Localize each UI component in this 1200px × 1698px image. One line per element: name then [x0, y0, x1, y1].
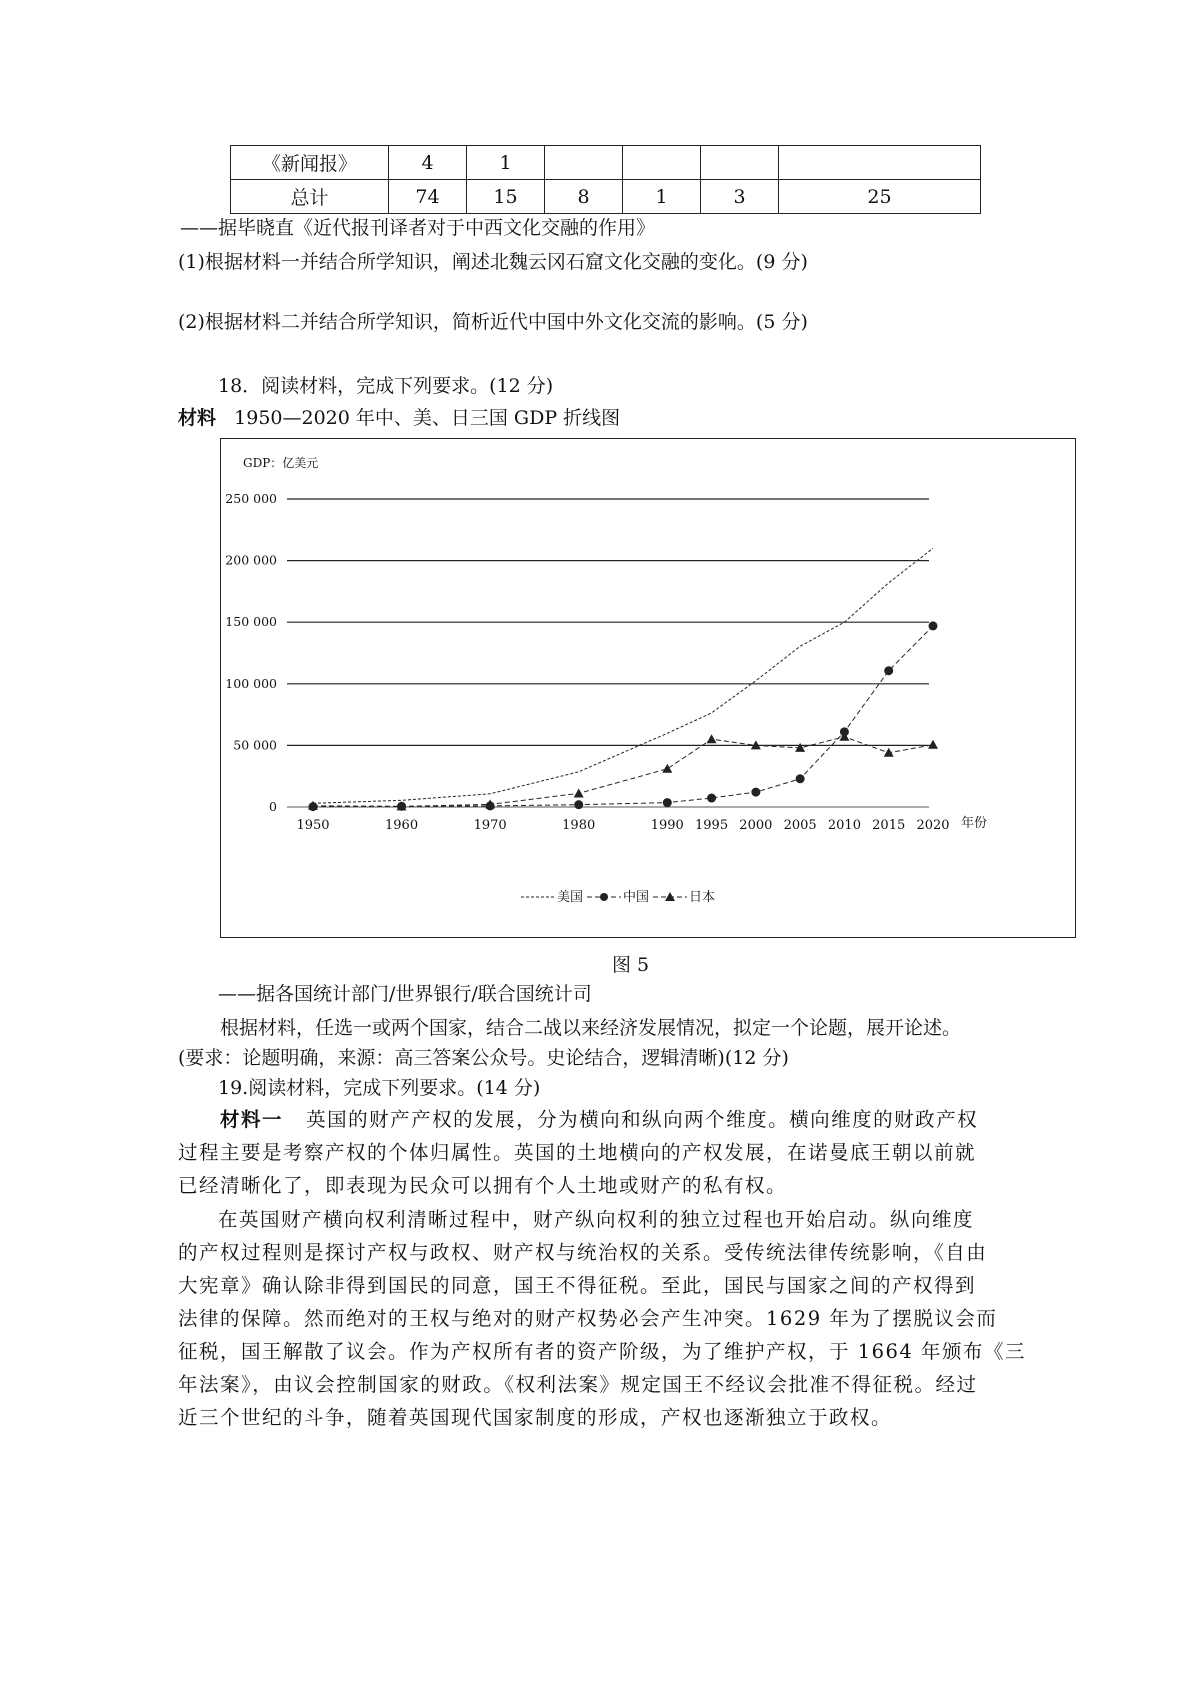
q19-para2-line7: 近三个世纪的斗争，随着英国现代国家制度的形成，产权也逐渐独立于政权。 — [178, 1406, 893, 1429]
q19-para1-line3: 已经清晰化了，即表现为民众可以拥有个人土地或财产的私有权。 — [178, 1174, 788, 1197]
data-point-日本 — [662, 764, 672, 773]
x-tick-label: 2005 — [783, 818, 817, 833]
x-tick-label: 1980 — [562, 818, 596, 833]
question-18-task: 根据材料，任选一或两个国家，结合二战以来经济发展情况，拟定一个论题，展开论述。 — [220, 1017, 962, 1039]
y-tick-label: 200 000 — [225, 552, 277, 568]
x-tick-label: 2020 — [916, 818, 950, 833]
y-tick-label: 100 000 — [225, 675, 277, 691]
data-point-日本 — [574, 788, 584, 797]
table-cell — [779, 146, 981, 180]
table-row — [231, 180, 981, 214]
material-label: 材料 — [178, 407, 217, 429]
table-cell: 1 — [623, 180, 701, 214]
legend-marker — [600, 893, 608, 901]
x-tick-label: 1970 — [473, 818, 507, 833]
text: 英国的财产产权的发展，分为横向和纵向两个维度。横向维度的财政产权 — [306, 1108, 979, 1131]
q19-para2-line1: 在英国财产横向权利清晰过程中，财产纵向权利的独立过程也开始启动。纵向维度 — [218, 1208, 975, 1231]
series-line-中国 — [313, 626, 933, 807]
legend-label: 美国 — [557, 890, 584, 905]
table-cell — [545, 146, 623, 180]
table-cell — [701, 146, 779, 180]
series-line-日本 — [313, 737, 933, 807]
x-tick-label: 1995 — [695, 818, 729, 833]
question-19-heading: 19.阅读材料，完成下列要求。(14 分) — [218, 1077, 541, 1099]
q19-para2-line2: 的产权过程则是探讨产权与政权、财产权与统治权的关系。受传统法律传统影响，《自由 — [178, 1241, 988, 1264]
y-tick-label: 150 000 — [225, 614, 277, 630]
y-tick-label: 0 — [269, 799, 277, 814]
legend-label: 日本 — [689, 890, 716, 905]
y-tick-label: 250 000 — [225, 491, 277, 506]
figure-caption: 图 5 — [612, 954, 650, 976]
table-cell: 15 — [467, 180, 545, 214]
q19-para2-line3: 大宪章》确认除非得到国民的同意，国王不得征税。至此，国民与国家之间的产权得到 — [178, 1274, 977, 1297]
q19-para1-line2: 过程主要是考察产权的个体归属性。英国的土地横向的产权发展，在诺曼底王朝以前就 — [178, 1141, 977, 1164]
table-row — [231, 146, 981, 180]
table-cell — [623, 146, 701, 180]
table-cell: 总计 — [231, 180, 389, 214]
question-17-part-2: (2)根据材料二并结合所学知识，简析近代中国中外文化交流的影响。(5 分) — [178, 311, 808, 333]
x-tick-label: 1950 — [296, 818, 330, 833]
data-point-中国 — [884, 666, 893, 675]
data-point-中国 — [707, 794, 716, 803]
data-point-中国 — [663, 798, 672, 807]
material-title: 1950—2020 年中、美、日三国 GDP 折线图 — [234, 407, 621, 429]
q19-para1-line1 — [220, 1103, 978, 1136]
table-cell: 74 — [389, 180, 467, 214]
legend-label: 中国 — [623, 890, 650, 905]
x-tick-label: 1960 — [385, 818, 419, 833]
gdp-chart-frame — [220, 438, 1076, 938]
q19-para2-line4: 法律的保障。然而绝对的王权与绝对的财产权势必会产生冲突。1629 年为了摆脱议会而 — [178, 1307, 998, 1330]
x-tick-label: 2015 — [872, 818, 906, 833]
x-axis-label: 年份 — [961, 816, 988, 831]
x-tick-label: 2000 — [739, 818, 773, 833]
gdp-line-chart — [221, 439, 1074, 936]
y-axis-label: GDP：亿美元 — [243, 456, 319, 470]
question-18-material — [178, 406, 620, 430]
chart-source: ——据各国统计部门/世界银行/联合国统计司 — [218, 983, 592, 1005]
q19-para2-line6: 年法案》，由议会控制国家的财政。《权利法案》规定国王不经议会批准不得征税。经过 — [178, 1373, 978, 1396]
statistics-table — [230, 145, 981, 214]
question-17-part-1: (1)根据材料一并结合所学知识，阐述北魏云冈石窟文化交融的变化。(9 分) — [178, 251, 808, 273]
material-one-label: 材料一 — [220, 1108, 284, 1131]
table-cell: 25 — [779, 180, 981, 214]
q19-para2-line5: 征税，国王解散了议会。作为产权所有者的资产阶级，为了维护产权，于 1664 年颁布《三 — [178, 1340, 1027, 1363]
data-point-中国 — [574, 800, 583, 809]
table-cell: 1 — [467, 146, 545, 180]
table-cell: 《新闻报》 — [231, 146, 389, 180]
data-point-中国 — [929, 621, 938, 630]
data-point-日本 — [928, 740, 938, 749]
question-18-heading: 18．阅读材料，完成下列要求。(12 分) — [218, 375, 554, 397]
data-point-日本 — [707, 734, 717, 743]
data-point-中国 — [751, 788, 760, 797]
x-tick-label: 2010 — [827, 818, 861, 833]
table-cell: 8 — [545, 180, 623, 214]
x-tick-label: 1990 — [650, 818, 684, 833]
table-cell: 3 — [701, 180, 779, 214]
data-point-中国 — [796, 774, 805, 783]
table-cell: 4 — [389, 146, 467, 180]
series-line-美国 — [313, 548, 933, 803]
y-tick-label: 50 000 — [233, 737, 277, 753]
table-source: ——据毕晓直《近代报刊译者对于中西文化交融的作用》 — [180, 217, 656, 239]
question-18-requirements: (要求：论题明确，来源：高三答案公众号。史论结合，逻辑清晰)(12 分) — [178, 1047, 789, 1069]
